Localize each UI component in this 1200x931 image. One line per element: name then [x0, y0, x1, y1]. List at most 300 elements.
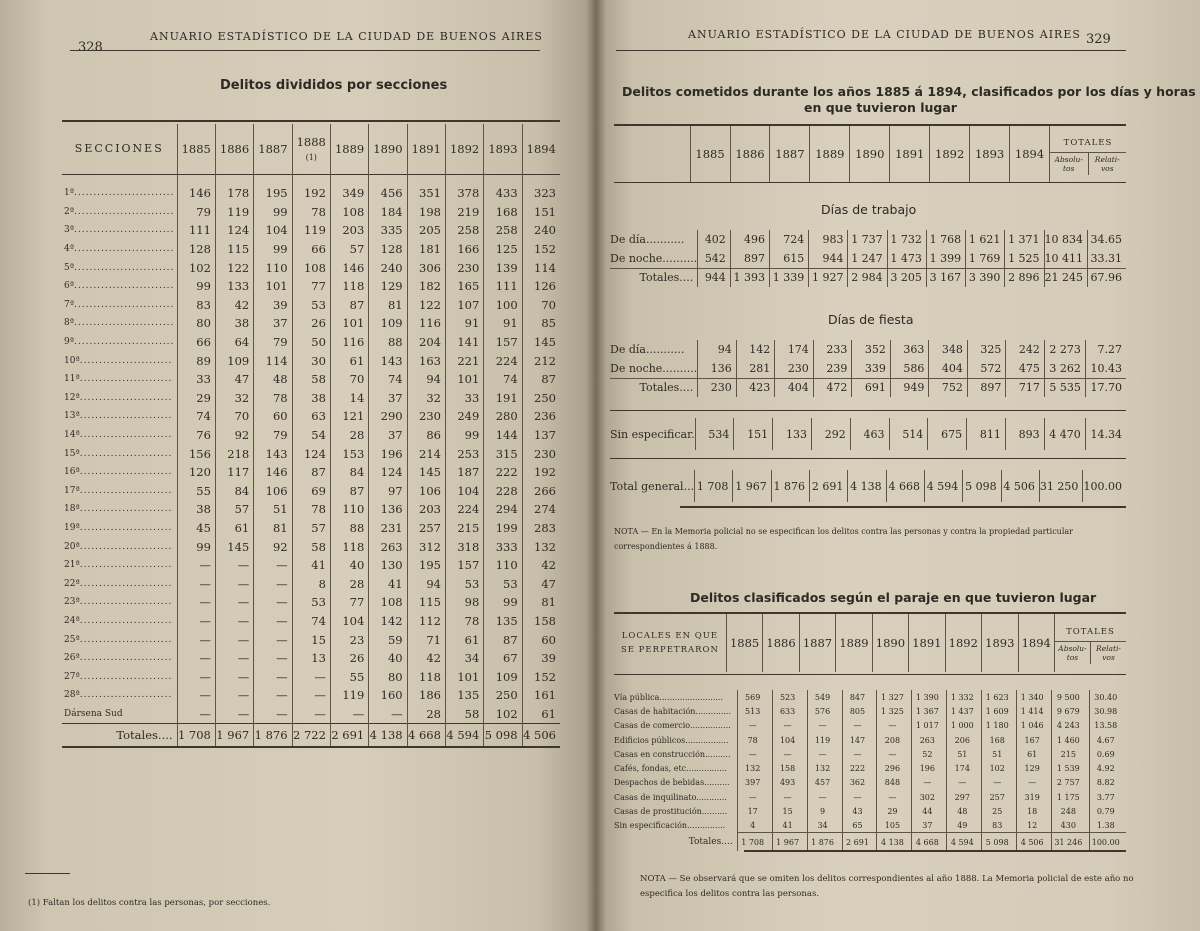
table-cell: 258 [484, 221, 522, 240]
table-row [62, 574, 560, 593]
table-cell: 145 [407, 463, 445, 482]
leader-dots: ........................ [79, 467, 173, 478]
row-label-text: 13ª [64, 411, 80, 422]
year-header [330, 124, 368, 174]
table-cell: 57 [292, 519, 330, 538]
table-cell: 2 896 [1005, 268, 1044, 287]
table-cell: 1 000 [947, 719, 982, 733]
t1-general-table [610, 470, 1126, 502]
table-row [614, 761, 1126, 775]
year-header-label: 1892 [449, 141, 480, 156]
table-cell: 362 [842, 776, 877, 790]
row-label-text: 24ª [64, 615, 80, 626]
table-cell: — [737, 747, 772, 761]
table-cell: 118 [407, 667, 445, 686]
table-cell: 184 [369, 203, 407, 222]
row-label-text: 25ª [64, 634, 80, 645]
totals-cell: 4 594 [947, 833, 982, 851]
table-cell: 48 [254, 370, 292, 389]
table-cell: 1 708 [695, 470, 733, 502]
table-cell: — [215, 556, 253, 575]
t1-header-table [614, 126, 1126, 182]
table-cell: 89 [177, 351, 215, 370]
table-cell: 104 [445, 482, 483, 501]
table-cell: 145 [215, 537, 253, 556]
table-cell: — [254, 686, 292, 705]
table-cell: 67.96 [1088, 268, 1126, 287]
table-cell: 64 [215, 333, 253, 352]
table-cell: 94 [407, 574, 445, 593]
table-row [610, 418, 1126, 450]
left-table-top-rule [62, 120, 560, 122]
table-cell: 109 [484, 667, 522, 686]
row-label [62, 612, 177, 631]
table-cell: 106 [407, 482, 445, 501]
table-cell: 257 [407, 519, 445, 538]
table-cell: 534 [695, 418, 734, 450]
table-cell: 104 [254, 221, 292, 240]
totales-label: TOTALES [1050, 134, 1126, 153]
table-cell: 128 [177, 240, 215, 259]
row-label-text: 7ª [64, 299, 75, 310]
table-row [614, 704, 1126, 718]
table-cell: 130 [369, 556, 407, 575]
table-cell: 42 [541, 558, 556, 573]
table-cell: 214 [407, 444, 445, 463]
totals-row [610, 378, 1126, 397]
table-cell: — [177, 574, 215, 593]
leader-dots: ........................ [79, 522, 173, 533]
table-row [62, 221, 560, 240]
leader-dots: ........................ [79, 578, 173, 589]
table-cell: 119 [330, 686, 368, 705]
row-label-text: 10ª [64, 355, 80, 366]
table-row [62, 296, 560, 315]
table-cell: 205 [407, 221, 445, 240]
table-cell: 1 332 [947, 690, 982, 704]
table-cell: 8.82 [1096, 778, 1115, 788]
row-label [62, 705, 177, 724]
t2-head-row [614, 614, 1126, 672]
table-cell: 1 325 [877, 704, 912, 718]
table-cell: — [807, 747, 842, 761]
table-row [614, 804, 1126, 818]
leader-dots: ........................ [79, 485, 173, 496]
table-cell: 42 [407, 649, 445, 668]
running-header-left: ANUARIO ESTADÍSTICO DE LA CIUDAD DE BUENOS AIRES [150, 30, 543, 43]
table-cell: 475 [1006, 359, 1045, 378]
table-cell: 402 [698, 230, 731, 249]
year-header-label: 1894 [526, 141, 556, 156]
table-cell: 142 [369, 612, 407, 631]
table-cell: 108 [292, 258, 330, 277]
row-label [62, 184, 177, 203]
year-header [484, 124, 522, 174]
table-cell: 94 [698, 340, 737, 359]
table-cell: 15 [772, 804, 807, 818]
table-cell: 80 [369, 667, 407, 686]
table-cell: 50 [292, 333, 330, 352]
table-cell: — [177, 686, 215, 705]
table-cell: 1 737 [848, 230, 887, 249]
table-cell: 157 [484, 333, 522, 352]
row-label: De día........... [610, 340, 698, 359]
t2-body-table [614, 690, 1126, 851]
table-cell: — [177, 630, 215, 649]
leader-dots: ........................ [79, 671, 173, 682]
totals-cell: 100.00 [1089, 833, 1126, 851]
table-cell: 124 [215, 221, 253, 240]
table-cell: 240 [534, 223, 556, 238]
table-cell: — [254, 612, 292, 631]
row-label-text: 11ª [64, 374, 80, 385]
table-cell: 174 [775, 340, 814, 359]
row-label: Casas de habitación.............. [614, 704, 737, 718]
totals-cell: 1 708 [737, 833, 772, 851]
table-cell: 542 [698, 249, 731, 268]
table-cell: 116 [330, 333, 368, 352]
t1-fiesta-table [610, 340, 1126, 397]
table-cell: 74 [292, 612, 330, 631]
leader-dots: .......................... [74, 188, 175, 199]
table-cell: — [215, 667, 253, 686]
leader-dots: ........................ [79, 392, 173, 403]
table-cell: 109 [369, 314, 407, 333]
table-row [62, 370, 560, 389]
table-cell: 88 [369, 333, 407, 352]
table-cell: 949 [890, 378, 929, 397]
absolutos-label: Absolu-tos [1050, 153, 1089, 175]
table-cell: — [177, 556, 215, 575]
table-cell: 292 [811, 418, 850, 450]
table-cell: 78 [292, 500, 330, 519]
row-label [62, 574, 177, 593]
table-cell: 456 [369, 184, 407, 203]
table-cell: 4 [737, 819, 772, 833]
year-header: 1885 [690, 126, 730, 182]
table-cell: 231 [369, 519, 407, 538]
table-cell: 397 [737, 776, 772, 790]
table-cell: 239 [813, 359, 852, 378]
table-cell: — [982, 776, 1017, 790]
table-cell: 29 [177, 389, 215, 408]
table-cell: 32 [215, 389, 253, 408]
table-cell: — [772, 719, 807, 733]
t1-fiesta-bottom-rule [610, 410, 1126, 411]
table-cell: 143 [254, 444, 292, 463]
table-cell: 87 [292, 463, 330, 482]
totals-cell: 1 967 [772, 833, 807, 851]
table-cell: — [254, 556, 292, 575]
table-cell: 54 [292, 426, 330, 445]
header-rule-right [616, 50, 1126, 51]
table-cell: 250 [534, 390, 556, 405]
table-cell: 1 539 [1052, 761, 1089, 775]
table-cell: 152 [534, 669, 556, 684]
table-cell: 222 [484, 463, 522, 482]
table-cell: 92 [254, 537, 292, 556]
table-cell: 240 [369, 258, 407, 277]
table-cell: 86 [407, 426, 445, 445]
row-label [62, 649, 177, 668]
table-cell: 212 [534, 353, 556, 368]
totals-label: Totales.... [614, 833, 737, 851]
row-label-text: 17ª [64, 485, 80, 496]
table-cell: — [177, 612, 215, 631]
table-cell: 493 [772, 776, 807, 790]
table-row [62, 705, 560, 724]
table-cell: 4 506 [1001, 470, 1039, 502]
table-row [62, 333, 560, 352]
table-cell: 87 [541, 372, 556, 387]
table-cell: 99 [484, 593, 522, 612]
table-cell: 315 [484, 444, 522, 463]
table-cell: 135 [445, 686, 483, 705]
table-cell: 1 609 [982, 704, 1017, 718]
table-cell: 78 [445, 612, 483, 631]
table-cell: 28 [330, 426, 368, 445]
table-cell: 811 [967, 418, 1006, 450]
table-cell: 166 [445, 240, 483, 259]
table-cell: 222 [842, 761, 877, 775]
table-cell: 1 340 [1017, 690, 1052, 704]
table-cell: — [215, 705, 253, 724]
row-label [62, 482, 177, 501]
table-cell: 58 [292, 537, 330, 556]
table-cell: 79 [254, 333, 292, 352]
table-cell: 319 [1017, 790, 1052, 804]
table-row [62, 537, 560, 556]
totals-cell: 4 138 [877, 833, 912, 851]
row-label [62, 593, 177, 612]
table-cell: 228 [484, 482, 522, 501]
table-cell: 363 [890, 340, 929, 359]
table-cell: 83 [177, 296, 215, 315]
table-cell: 61 [330, 351, 368, 370]
table-cell: 1 371 [1005, 230, 1044, 249]
table-cell: 848 [877, 776, 912, 790]
table-cell: 206 [947, 733, 982, 747]
table-cell: 114 [254, 351, 292, 370]
leader-dots: ........................ [79, 690, 173, 701]
table-cell: — [177, 667, 215, 686]
table-cell: 132 [534, 539, 556, 554]
table-cell: 333 [484, 537, 522, 556]
table-cell: 39 [541, 651, 556, 666]
table-cell: — [215, 630, 253, 649]
table-cell: 40 [330, 556, 368, 575]
table-cell: 378 [445, 184, 483, 203]
table-row [610, 340, 1126, 359]
row-label: Casas de prostitución.......... [614, 804, 737, 818]
table-cell: 294 [484, 500, 522, 519]
row-label [62, 370, 177, 389]
table-cell: — [254, 649, 292, 668]
table-cell: 144 [484, 426, 522, 445]
table-cell: 281 [736, 359, 775, 378]
left-table-body [62, 174, 560, 747]
row-label [62, 240, 177, 259]
table-cell: 263 [912, 733, 947, 747]
totals-cell: 5 098 [982, 833, 1017, 851]
table-row [62, 686, 560, 705]
table-cell: 44 [912, 804, 947, 818]
table-cell: 67 [484, 649, 522, 668]
t1-head-bottom-rule [614, 182, 1126, 183]
table-cell: 33 [177, 370, 215, 389]
table-cell: — [254, 593, 292, 612]
spacer-cell [369, 174, 407, 184]
table-cell: 430 [1052, 819, 1089, 833]
table-cell: 1 768 [926, 230, 965, 249]
table-cell: 1 967 [733, 470, 771, 502]
t1-bottom-rule [680, 506, 1126, 508]
table-cell: 117 [215, 463, 253, 482]
table-row [614, 747, 1126, 761]
table-cell: 104 [330, 612, 368, 631]
table-row [610, 470, 1126, 502]
table-cell: 10.43 [1090, 361, 1122, 375]
table-cell: 142 [736, 340, 775, 359]
table-cell: 28 [330, 574, 368, 593]
table-cell: 513 [737, 704, 772, 718]
table-cell: 208 [877, 733, 912, 747]
table-cell: 944 [698, 268, 731, 287]
table-cell: 1 732 [887, 230, 926, 249]
table-cell: 283 [534, 520, 556, 535]
table-cell: 136 [698, 359, 737, 378]
table-cell: 53 [484, 574, 522, 593]
table-cell: 91 [484, 314, 522, 333]
table-cell: 114 [534, 260, 556, 275]
table-cell: 145 [534, 335, 556, 350]
right-page [596, 0, 1200, 931]
table-cell: 325 [967, 340, 1006, 359]
table-cell: — [877, 719, 912, 733]
table-cell: 112 [407, 612, 445, 631]
year-header: 1893 [982, 614, 1018, 672]
table-cell: 81 [369, 296, 407, 315]
table-cell: 106 [254, 482, 292, 501]
totals-cell: 31 246 [1052, 833, 1089, 851]
table-cell: 691 [852, 378, 891, 397]
leader-dots: ........................ [79, 374, 173, 385]
table-row [62, 407, 560, 426]
table-cell: 457 [807, 776, 842, 790]
header-rule-left [70, 50, 540, 51]
table-cell: 165 [445, 277, 483, 296]
spacer-cell [62, 174, 177, 184]
totals-cell: 1 876 [807, 833, 842, 851]
table-cell: 52 [912, 747, 947, 761]
table-cell: 125 [484, 240, 522, 259]
row-label [62, 296, 177, 315]
table-cell: 4.92 [1096, 764, 1115, 774]
table-cell: — [254, 574, 292, 593]
table-cell: 463 [850, 418, 889, 450]
table-cell: 14 [330, 389, 368, 408]
table-cell: 43 [842, 804, 877, 818]
row-label: De noche.......... [610, 249, 698, 268]
table-cell: 158 [772, 761, 807, 775]
table-cell: 37 [369, 426, 407, 445]
table-cell: 514 [889, 418, 928, 450]
table-cell: — [292, 667, 330, 686]
year-header-label: 1888 [296, 134, 326, 149]
table-cell: 158 [534, 613, 556, 628]
totals-row [62, 723, 560, 747]
year-header: 1890 [872, 614, 908, 672]
footnote-mark: (1) [305, 152, 317, 162]
row-label-text: 16ª [64, 467, 80, 478]
table-cell: 37 [912, 819, 947, 833]
totals-cell: 2 691 [842, 833, 877, 851]
table-cell: 203 [407, 500, 445, 519]
row-label [62, 426, 177, 445]
table-cell: 57 [330, 240, 368, 259]
table-cell: 121 [330, 407, 368, 426]
table-cell: 196 [369, 444, 407, 463]
table-cell: 37 [254, 314, 292, 333]
table-cell: 1 390 [912, 690, 947, 704]
table-row [62, 519, 560, 538]
table-cell: 198 [407, 203, 445, 222]
table-cell: 101 [254, 277, 292, 296]
row-label: De día........... [610, 230, 698, 249]
table-cell: 157 [445, 556, 483, 575]
row-label [62, 686, 177, 705]
table-cell: 296 [877, 761, 912, 775]
leader-dots: ........................ [79, 653, 173, 664]
table-cell: 60 [541, 632, 556, 647]
table-cell: 51 [947, 747, 982, 761]
year-header: 1886 [730, 126, 770, 182]
table-row [614, 776, 1126, 790]
row-label [62, 351, 177, 370]
table-cell: 94 [407, 370, 445, 389]
table-cell: 9 500 [1052, 690, 1089, 704]
table-cell: 263 [369, 537, 407, 556]
table-cell: 1 046 [1017, 719, 1052, 733]
table-cell: 120 [177, 463, 215, 482]
table-cell: 215 [445, 519, 483, 538]
table-cell: — [177, 649, 215, 668]
row-label [62, 314, 177, 333]
table-cell: 102 [177, 258, 215, 277]
table-cell: 143 [369, 351, 407, 370]
table-cell: 4 594 [924, 470, 962, 502]
table-row [62, 277, 560, 296]
table-cell: 129 [369, 277, 407, 296]
totals-cell: 4 138 [369, 723, 407, 747]
table-cell: 13 [292, 649, 330, 668]
table-cell: 253 [445, 444, 483, 463]
table-cell: 195 [254, 184, 292, 203]
totales-header-inner [1055, 623, 1126, 664]
table-cell: 2 984 [848, 268, 887, 287]
table-row [610, 359, 1126, 378]
row-label-text: 19ª [64, 522, 80, 533]
table-row [62, 482, 560, 501]
table-cell: 115 [215, 240, 253, 259]
table-cell: 85 [541, 316, 556, 331]
table-cell: 101 [445, 370, 483, 389]
table-cell: 83 [982, 819, 1017, 833]
leader-dots: .......................... [74, 337, 175, 348]
row-label [62, 556, 177, 575]
table-cell: 18 [1017, 804, 1052, 818]
table-cell: 126 [534, 279, 556, 294]
